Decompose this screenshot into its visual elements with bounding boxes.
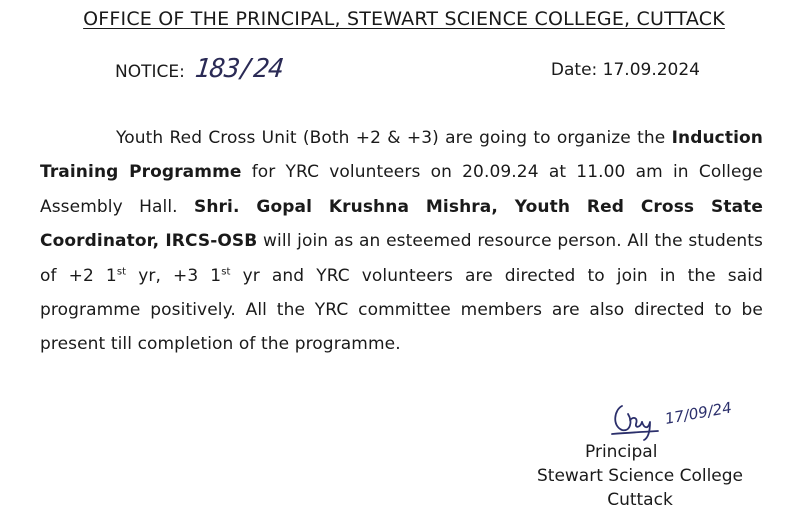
body-text-2: for YRC volunteers on 20.09.24 at 11.00 am in College Assembly Hall. bbox=[40, 162, 763, 217]
notice-line bbox=[115, 54, 283, 84]
superscript-1: st bbox=[116, 265, 127, 277]
signatory-city: Cuttack bbox=[607, 490, 673, 510]
notice-body bbox=[40, 121, 763, 362]
handwritten-signature bbox=[600, 392, 800, 442]
office-title: OFFICE OF THE PRINCIPAL, STEWART SCIENCE COLLEGE, CUTTACK bbox=[83, 8, 725, 30]
body-text-1: Youth Red Cross Unit (Both +2 & +3) are going to organize the bbox=[116, 128, 666, 148]
notice-number: 183/24 bbox=[193, 54, 285, 84]
notice-label: NOTICE: bbox=[115, 62, 185, 82]
body-text-4: yr, +3 1 bbox=[126, 265, 222, 286]
superscript-2: st bbox=[221, 265, 231, 277]
signature-area bbox=[600, 392, 800, 442]
signatory-title: Principal bbox=[585, 442, 658, 462]
office-header bbox=[0, 8, 808, 30]
programme-name: Induction Training Programme bbox=[40, 128, 763, 183]
signature-block bbox=[520, 440, 760, 512]
resource-person: Shri. Gopal Krushna Mishra, Youth Red Cross State Coordinator, IRCS-OSB bbox=[40, 196, 763, 252]
body-text-5: yr and YRC volunteers are directed to join in the said programme positively. All the YRC committee members are also directed to be present till completion of the programme. bbox=[40, 265, 763, 355]
notice-date: Date: 17.09.2024 bbox=[550, 60, 700, 80]
body-text-3: will join as an esteemed resource person. All the students of +2 1 bbox=[40, 231, 763, 286]
signatory-college: Stewart Science College bbox=[536, 466, 744, 486]
signature-date: 17/09/24 bbox=[663, 398, 734, 428]
